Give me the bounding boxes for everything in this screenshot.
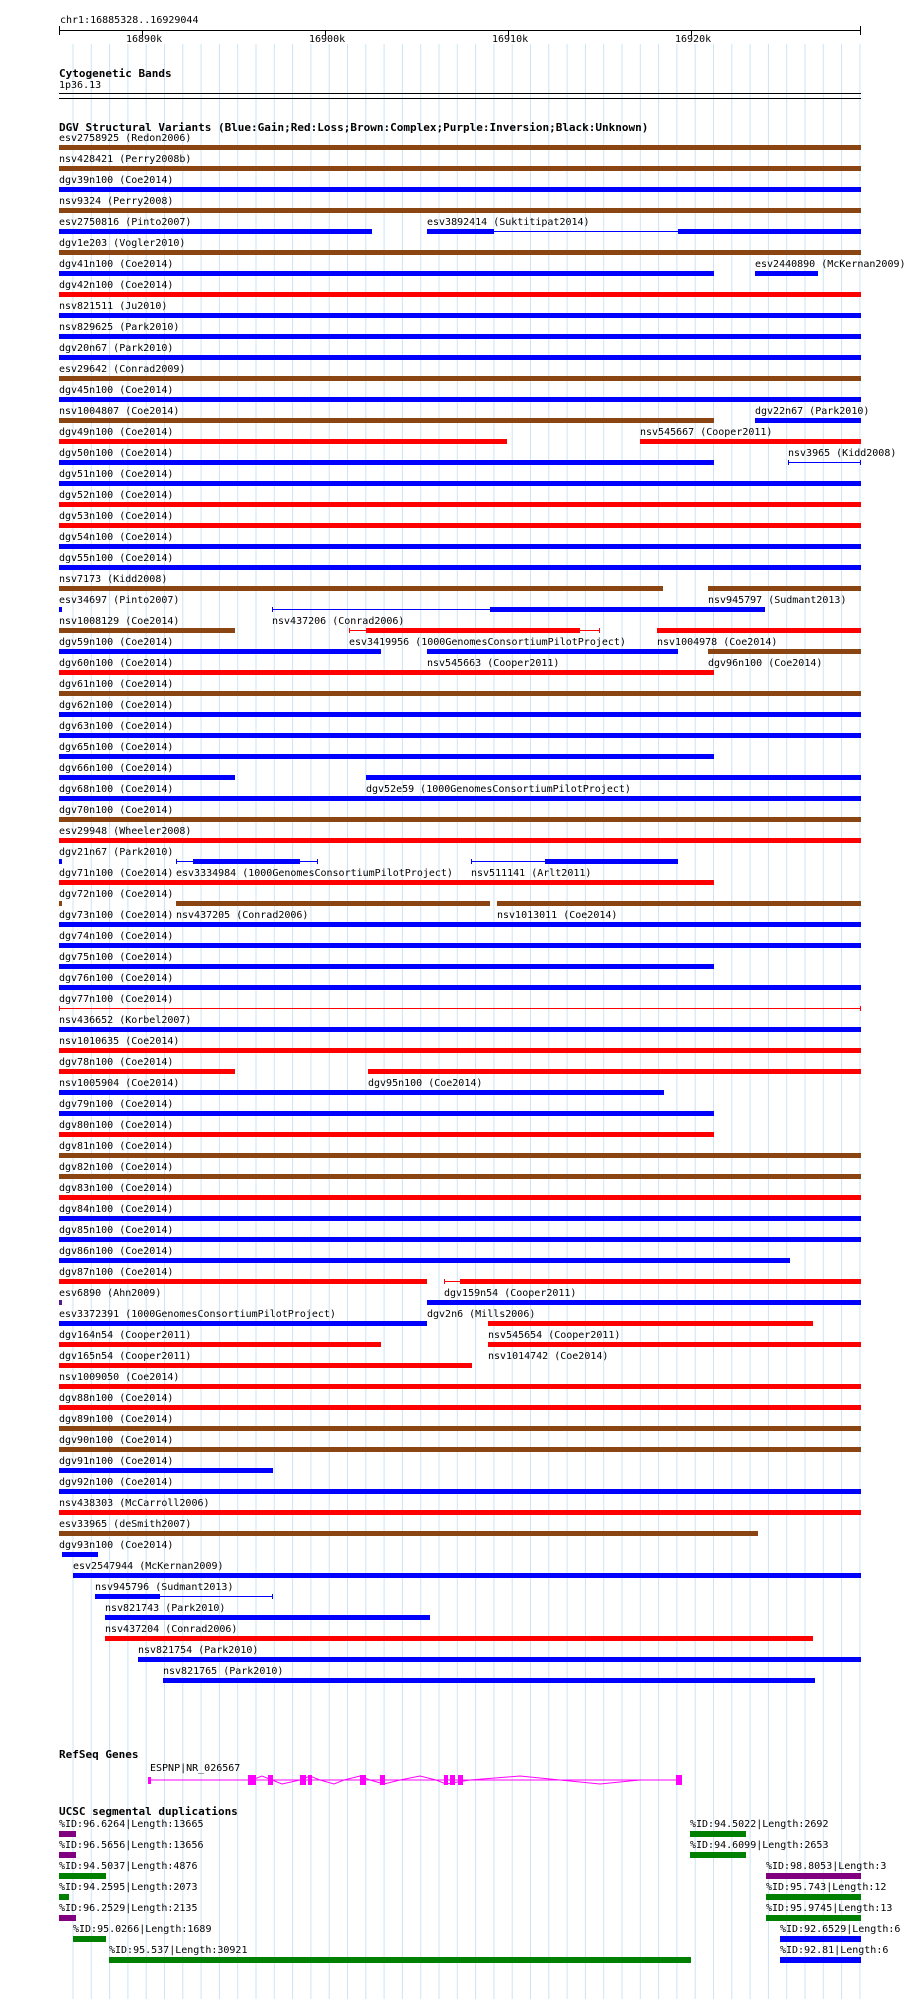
dgv-feature-bar[interactable]	[59, 859, 62, 864]
dgv-feature-label[interactable]: dgv39n100 (Coe2014)	[59, 175, 174, 186]
dgv-feature-label[interactable]: dgv54n100 (Coe2014)	[59, 532, 174, 543]
dgv-feature-end-tick	[860, 460, 861, 465]
dgv-feature-bar[interactable]	[59, 1237, 861, 1242]
segdup-label[interactable]: %ID:95.537|Length:30921	[109, 1945, 248, 1956]
dgv-feature-bar[interactable]	[366, 628, 580, 633]
dgv-feature-label[interactable]: nsv821754 (Park2010)	[138, 1645, 259, 1656]
ruler-tick-label: 16920k	[675, 34, 712, 45]
dgv-feature-label[interactable]: dgv45n100 (Coe2014)	[59, 385, 174, 396]
dgv-feature-bar[interactable]	[640, 439, 861, 444]
dgv-feature-label[interactable]: dgv75n100 (Coe2014)	[59, 952, 174, 963]
dgv-feature-bar[interactable]	[59, 544, 861, 549]
segdup-bar[interactable]	[690, 1831, 746, 1837]
dgv-feature-label[interactable]: dgv20n67 (Park2010)	[59, 343, 174, 354]
dgv-feature-bar[interactable]	[488, 1342, 861, 1347]
dgv-feature-bar[interactable]	[59, 1069, 235, 1074]
segdup-track-title[interactable]: UCSC segmental duplications	[59, 1805, 238, 1818]
dgv-feature-bar[interactable]	[708, 649, 861, 654]
dgv-feature-bar[interactable]	[59, 691, 861, 696]
ruler-tick-label: 16910k	[492, 34, 529, 45]
dgv-feature-label[interactable]: dgv85n100 (Coe2014)	[59, 1225, 174, 1236]
segdup-bar[interactable]	[766, 1915, 861, 1921]
dgv-feature-label[interactable]: dgv95n100 (Coe2014)	[368, 1078, 483, 1089]
dgv-feature-bar[interactable]	[59, 439, 507, 444]
dgv-feature-label[interactable]: nsv9324 (Perry2008)	[59, 196, 174, 207]
dgv-feature-bar[interactable]	[59, 628, 235, 633]
dgv-feature-label[interactable]: nsv428421 (Perry2008b)	[59, 154, 192, 165]
segdup-label[interactable]: %ID:95.9745|Length:13	[766, 1903, 893, 1914]
dgv-feature-label[interactable]: dgv96n100 (Coe2014)	[708, 658, 823, 669]
dgv-feature-label[interactable]: nsv437206 (Conrad2006)	[272, 616, 405, 627]
segdup-bar[interactable]	[780, 1936, 861, 1942]
ruler-tick-label: 16890k	[126, 34, 163, 45]
dgv-feature-bar[interactable]	[59, 523, 861, 528]
dgv-feature-bar[interactable]	[59, 754, 714, 759]
dgv-feature-bar[interactable]	[59, 607, 62, 612]
dgv-feature-bar[interactable]	[95, 1594, 160, 1599]
dgv-feature-label[interactable]: dgv86n100 (Coe2014)	[59, 1246, 174, 1257]
dgv-feature-label[interactable]: dgv84n100 (Coe2014)	[59, 1204, 174, 1215]
dgv-feature-label[interactable]: dgv70n100 (Coe2014)	[59, 805, 174, 816]
dgv-feature-label[interactable]: dgv52e59 (1000GenomesConsortiumPilotProject)	[366, 784, 631, 795]
dgv-feature-bar[interactable]	[59, 964, 714, 969]
dgv-feature-label[interactable]: nsv1005904 (Coe2014)	[59, 1078, 180, 1089]
dgv-feature-bar[interactable]	[490, 607, 765, 612]
dgv-feature-end-tick	[599, 628, 600, 633]
dgv-track-title[interactable]: DGV Structural Variants (Blue:Gain;Red:Loss;Brown:Complex;Purple:Inversion;Black:Unknown)	[59, 121, 649, 134]
cytoband-track-title[interactable]: Cytogenetic Bands	[59, 67, 172, 80]
dgv-feature-label[interactable]: nsv821511 (Ju2010)	[59, 301, 168, 312]
dgv-feature-label[interactable]: dgv55n100 (Coe2014)	[59, 553, 174, 564]
cytoband-line	[59, 93, 861, 94]
ruler-axis	[59, 30, 861, 31]
dgv-feature-bar[interactable]	[59, 418, 714, 423]
dgv-feature-bar[interactable]	[59, 565, 861, 570]
dgv-feature-bar[interactable]	[59, 1132, 714, 1137]
dgv-feature-bar[interactable]	[366, 775, 861, 780]
dgv-feature-bar[interactable]	[59, 1447, 861, 1452]
dgv-feature-label[interactable]: dgv78n100 (Coe2014)	[59, 1057, 174, 1068]
dgv-feature-bar[interactable]	[59, 922, 861, 927]
dgv-feature-label[interactable]: nsv1013011 (Coe2014)	[497, 910, 618, 921]
segdup-label[interactable]: %ID:95.743|Length:12	[766, 1882, 887, 1893]
dgv-feature-bar[interactable]	[59, 1048, 861, 1053]
segdup-label[interactable]: %ID:96.6264|Length:13665	[59, 1819, 204, 1830]
dgv-feature-label[interactable]: esv2750816 (Pinto2007)	[59, 217, 192, 228]
dgv-feature-bar[interactable]	[59, 796, 861, 801]
dgv-feature-label[interactable]: nsv1004807 (Coe2014)	[59, 406, 180, 417]
dgv-feature-bar[interactable]	[59, 460, 714, 465]
dgv-feature-label[interactable]: nsv545663 (Cooper2011)	[427, 658, 560, 669]
dgv-feature-bar[interactable]	[59, 1489, 861, 1494]
dgv-feature-end-tick	[176, 859, 177, 864]
dgv-feature-label[interactable]: dgv71n100 (Coe2014)	[59, 868, 174, 879]
segdup-bar[interactable]	[109, 1957, 691, 1963]
dgv-feature-bar[interactable]	[708, 586, 861, 591]
dgv-feature-label[interactable]: esv2440890 (McKernan2009)	[755, 259, 906, 270]
dgv-feature-label[interactable]: dgv76n100 (Coe2014)	[59, 973, 174, 984]
dgv-feature-label[interactable]: nsv438303 (McCarroll2006)	[59, 1498, 210, 1509]
segdup-bar[interactable]	[59, 1873, 106, 1879]
dgv-feature-label[interactable]: dgv49n100 (Coe2014)	[59, 427, 174, 438]
dgv-feature-label[interactable]: dgv60n100 (Coe2014)	[59, 658, 174, 669]
segdup-label[interactable]: %ID:94.5037|Length:4876	[59, 1861, 198, 1872]
dgv-feature-end-tick	[444, 1279, 445, 1284]
dgv-feature-label[interactable]: dgv89n100 (Coe2014)	[59, 1414, 174, 1425]
ruler-right-end	[860, 26, 861, 35]
dgv-feature-label[interactable]: nsv1009050 (Coe2014)	[59, 1372, 180, 1383]
dgv-feature-label[interactable]: dgv73n100 (Coe2014)	[59, 910, 174, 921]
dgv-feature-label[interactable]: esv3892414 (Suktitipat2014)	[427, 217, 590, 228]
dgv-feature-bar[interactable]	[427, 1300, 861, 1305]
segdup-bar[interactable]	[73, 1936, 106, 1942]
dgv-feature-bar[interactable]	[755, 271, 818, 276]
segdup-label[interactable]: %ID:96.2529|Length:2135	[59, 1903, 198, 1914]
dgv-feature-bar[interactable]	[59, 397, 861, 402]
dgv-feature-bar[interactable]	[59, 376, 861, 381]
dgv-feature-bar[interactable]	[59, 1090, 664, 1095]
dgv-feature-label[interactable]: esv6890 (Ahn2009)	[59, 1288, 162, 1299]
dgv-feature-bar[interactable]	[73, 1573, 861, 1578]
cytoband-label[interactable]: 1p36.13	[59, 80, 102, 91]
refseq-track-title[interactable]: RefSeq Genes	[59, 1748, 139, 1761]
dgv-feature-bar[interactable]	[59, 208, 861, 213]
dgv-feature-end-tick	[272, 607, 273, 612]
dgv-feature-bar[interactable]	[657, 628, 861, 633]
dgv-feature-bar[interactable]	[59, 1174, 861, 1179]
segdup-bar[interactable]	[59, 1915, 76, 1921]
dgv-feature-bar[interactable]	[59, 1027, 861, 1032]
dgv-feature-end-tick	[317, 859, 318, 864]
dgv-feature-bar[interactable]	[59, 880, 714, 885]
dgv-feature-label[interactable]: dgv61n100 (Coe2014)	[59, 679, 174, 690]
dgv-feature-label[interactable]: esv3372391 (1000GenomesConsortiumPilotProject)	[59, 1309, 336, 1320]
dgv-feature-label[interactable]: nsv821743 (Park2010)	[105, 1603, 226, 1614]
dgv-feature-label[interactable]: dgv90n100 (Coe2014)	[59, 1435, 174, 1446]
dgv-feature-label[interactable]: dgv53n100 (Coe2014)	[59, 511, 174, 522]
dgv-feature-bar[interactable]	[755, 418, 861, 423]
dgv-feature-bar[interactable]	[59, 733, 861, 738]
dgv-feature-bar[interactable]	[59, 292, 861, 297]
dgv-feature-label[interactable]: dgv2n6 (Mills2006)	[427, 1309, 536, 1320]
dgv-feature-bar[interactable]	[193, 859, 300, 864]
dgv-feature-bar[interactable]	[105, 1615, 430, 1620]
dgv-feature-label[interactable]: dgv88n100 (Coe2014)	[59, 1393, 174, 1404]
dgv-feature-bar[interactable]	[59, 649, 381, 654]
dgv-feature-bar[interactable]	[59, 355, 861, 360]
dgv-feature-bar[interactable]	[105, 1636, 813, 1641]
dgv-feature-end-tick	[788, 460, 789, 465]
dgv-feature-bar[interactable]	[59, 1342, 381, 1347]
dgv-feature-bar[interactable]	[59, 1258, 790, 1263]
dgv-feature-label[interactable]: dgv41n100 (Coe2014)	[59, 259, 174, 270]
dgv-feature-label[interactable]: dgv22n67 (Park2010)	[755, 406, 870, 417]
dgv-feature-label[interactable]: dgv93n100 (Coe2014)	[59, 1540, 174, 1551]
dgv-feature-label[interactable]: dgv51n100 (Coe2014)	[59, 469, 174, 480]
dgv-feature-bar[interactable]	[59, 481, 861, 486]
dgv-feature-label[interactable]: dgv74n100 (Coe2014)	[59, 931, 174, 942]
dgv-feature-bar[interactable]	[59, 775, 235, 780]
dgv-feature-bar[interactable]	[59, 901, 62, 906]
dgv-feature-bar[interactable]	[678, 229, 861, 234]
dgv-feature-bar[interactable]	[176, 901, 490, 906]
dgv-feature-label[interactable]: dgv66n100 (Coe2014)	[59, 763, 174, 774]
dgv-feature-label[interactable]: dgv1e203 (Vogler2010)	[59, 238, 186, 249]
dgv-feature-label[interactable]: nsv1010635 (Coe2014)	[59, 1036, 180, 1047]
dgv-feature-label[interactable]: dgv82n100 (Coe2014)	[59, 1162, 174, 1173]
dgv-feature-label[interactable]: nsv821765 (Park2010)	[163, 1666, 284, 1677]
dgv-feature-label[interactable]: esv2547944 (McKernan2009)	[73, 1561, 224, 1572]
dgv-feature-bar[interactable]	[59, 1195, 861, 1200]
dgv-feature-label[interactable]: dgv72n100 (Coe2014)	[59, 889, 174, 900]
gene-label[interactable]: ESPNP|NR_026567	[150, 1763, 241, 1774]
dgv-feature-bar[interactable]	[59, 334, 861, 339]
dgv-feature-label[interactable]: dgv80n100 (Coe2014)	[59, 1120, 174, 1131]
dgv-feature-bar[interactable]	[497, 901, 861, 906]
dgv-feature-bar[interactable]	[59, 943, 861, 948]
dgv-feature-bar[interactable]	[59, 250, 861, 255]
dgv-feature-label[interactable]: dgv92n100 (Coe2014)	[59, 1477, 174, 1488]
dgv-feature-bar[interactable]	[138, 1657, 861, 1662]
segdup-bar[interactable]	[59, 1852, 76, 1858]
dgv-feature-label[interactable]: nsv437204 (Conrad2006)	[105, 1624, 238, 1635]
ruler-tick-label: 16900k	[309, 34, 346, 45]
dgv-feature-bar[interactable]	[59, 1405, 861, 1410]
dgv-feature-label[interactable]: nsv945797 (Sudmant2013)	[708, 595, 847, 606]
dgv-feature-label[interactable]: dgv87n100 (Coe2014)	[59, 1267, 174, 1278]
dgv-feature-label[interactable]: nsv545654 (Cooper2011)	[488, 1330, 621, 1341]
segdup-bar[interactable]	[59, 1894, 69, 1900]
dgv-feature-bar[interactable]	[59, 271, 714, 276]
dgv-feature-label[interactable]: nsv829625 (Park2010)	[59, 322, 180, 333]
segdup-label[interactable]: %ID:94.6099|Length:2653	[690, 1840, 829, 1851]
dgv-feature-label[interactable]: esv29948 (Wheeler2008)	[59, 826, 192, 837]
dgv-feature-label[interactable]: dgv52n100 (Coe2014)	[59, 490, 174, 501]
dgv-feature-bar[interactable]	[59, 1300, 62, 1305]
dgv-feature-label[interactable]: nsv545667 (Cooper2011)	[640, 427, 773, 438]
dgv-feature-label[interactable]: esv3419956 (1000GenomesConsortiumPilotProject)	[349, 637, 626, 648]
dgv-feature-bar[interactable]	[59, 1153, 861, 1158]
segdup-label[interactable]: %ID:98.8053|Length:3	[766, 1861, 887, 1872]
segdup-bar[interactable]	[766, 1873, 861, 1879]
dgv-feature-bar[interactable]	[59, 1279, 427, 1284]
segdup-bar[interactable]	[59, 1831, 76, 1837]
dgv-feature-label[interactable]: dgv83n100 (Coe2014)	[59, 1183, 174, 1194]
dgv-feature-bar[interactable]	[59, 1321, 427, 1326]
segdup-label[interactable]: %ID:94.5022|Length:2692	[690, 1819, 829, 1830]
dgv-feature-label[interactable]: nsv1014742 (Coe2014)	[488, 1351, 609, 1362]
dgv-feature-label[interactable]: esv33965 (deSmith2007)	[59, 1519, 192, 1530]
dgv-feature-bar[interactable]	[59, 1363, 472, 1368]
dgv-feature-label[interactable]: dgv63n100 (Coe2014)	[59, 721, 174, 732]
dgv-feature-bar[interactable]	[59, 817, 861, 822]
segdup-label[interactable]: %ID:94.2595|Length:2073	[59, 1882, 198, 1893]
dgv-feature-label[interactable]: nsv3965 (Kidd2008)	[788, 448, 897, 459]
segdup-bar[interactable]	[690, 1852, 746, 1858]
segdup-bar[interactable]	[780, 1957, 861, 1963]
dgv-feature-bar[interactable]	[488, 1321, 813, 1326]
dgv-feature-bar[interactable]	[59, 229, 372, 234]
dgv-feature-bar[interactable]	[163, 1678, 815, 1683]
dgv-feature-label[interactable]: dgv165n54 (Cooper2011)	[59, 1351, 192, 1362]
dgv-feature-bar[interactable]	[59, 145, 861, 150]
dgv-feature-label[interactable]: dgv164n54 (Cooper2011)	[59, 1330, 192, 1341]
dgv-feature-label[interactable]: dgv77n100 (Coe2014)	[59, 994, 174, 1005]
dgv-feature-bar[interactable]	[59, 838, 861, 843]
dgv-feature-intron[interactable]	[788, 462, 861, 463]
dgv-feature-bar[interactable]	[59, 187, 861, 192]
dgv-feature-bar[interactable]	[59, 1468, 273, 1473]
segdup-label[interactable]: %ID:92.6529|Length:6	[780, 1924, 901, 1935]
dgv-feature-bar[interactable]	[59, 1216, 861, 1221]
dgv-feature-label[interactable]: esv29642 (Conrad2009)	[59, 364, 186, 375]
dgv-feature-bar[interactable]	[59, 313, 861, 318]
dgv-feature-label[interactable]: nsv945796 (Sudmant2013)	[95, 1582, 234, 1593]
dgv-feature-end-tick	[471, 859, 472, 864]
dgv-feature-label[interactable]: nsv436652 (Korbel2007)	[59, 1015, 192, 1026]
dgv-feature-bar[interactable]	[59, 1111, 714, 1116]
ruler-position: chr1:16885328..16929044	[60, 15, 199, 26]
dgv-feature-label[interactable]: dgv68n100 (Coe2014)	[59, 784, 174, 795]
segdup-bar[interactable]	[766, 1894, 861, 1900]
dgv-feature-bar[interactable]	[59, 1426, 861, 1431]
dgv-feature-label[interactable]: dgv79n100 (Coe2014)	[59, 1099, 174, 1110]
dgv-feature-label[interactable]: dgv91n100 (Coe2014)	[59, 1456, 174, 1467]
dgv-feature-label[interactable]: nsv511141 (Arlt2011)	[471, 868, 592, 879]
dgv-feature-label[interactable]: dgv59n100 (Coe2014)	[59, 637, 174, 648]
dgv-feature-intron[interactable]	[59, 1008, 861, 1009]
dgv-feature-bar[interactable]	[62, 1552, 98, 1557]
segdup-label[interactable]: %ID:95.0266|Length:1689	[73, 1924, 212, 1935]
cytoband-line	[59, 98, 861, 99]
dgv-feature-bar[interactable]	[59, 1384, 861, 1389]
dgv-feature-label[interactable]: dgv21n67 (Park2010)	[59, 847, 174, 858]
dgv-feature-label[interactable]: dgv65n100 (Coe2014)	[59, 742, 174, 753]
dgv-feature-label[interactable]: nsv1008129 (Coe2014)	[59, 616, 180, 627]
dgv-feature-bar[interactable]	[59, 1531, 758, 1536]
dgv-feature-end-tick	[272, 1594, 273, 1599]
segdup-label[interactable]: %ID:92.81|Length:6	[780, 1945, 889, 1956]
dgv-feature-end-tick	[349, 628, 350, 633]
dgv-feature-label[interactable]: dgv81n100 (Coe2014)	[59, 1141, 174, 1152]
dgv-feature-bar[interactable]	[460, 1279, 861, 1284]
dgv-feature-label[interactable]: dgv42n100 (Coe2014)	[59, 280, 174, 291]
dgv-feature-label[interactable]: esv2758925 (Redon2006)	[59, 133, 192, 144]
dgv-feature-end-tick	[59, 1006, 60, 1011]
dgv-feature-label[interactable]: nsv437205 (Conrad2006)	[176, 910, 309, 921]
dgv-feature-end-tick	[860, 1006, 861, 1011]
dgv-feature-bar[interactable]	[59, 670, 714, 675]
dgv-feature-bar[interactable]	[427, 649, 678, 654]
dgv-feature-label[interactable]: dgv62n100 (Coe2014)	[59, 700, 174, 711]
dgv-feature-label[interactable]: dgv50n100 (Coe2014)	[59, 448, 174, 459]
dgv-feature-label[interactable]: nsv1004978 (Coe2014)	[657, 637, 778, 648]
dgv-feature-bar[interactable]	[59, 1510, 861, 1515]
dgv-feature-bar[interactable]	[59, 586, 663, 591]
gene-model[interactable]	[0, 1770, 890, 1790]
dgv-feature-bar[interactable]	[59, 502, 861, 507]
dgv-feature-label[interactable]: esv34697 (Pinto2007)	[59, 595, 180, 606]
dgv-feature-bar[interactable]	[59, 985, 861, 990]
dgv-feature-bar[interactable]	[427, 229, 494, 234]
segdup-label[interactable]: %ID:96.5656|Length:13656	[59, 1840, 204, 1851]
dgv-feature-bar[interactable]	[368, 1069, 861, 1074]
dgv-feature-bar[interactable]	[545, 859, 678, 864]
dgv-feature-label[interactable]: dgv159n54 (Cooper2011)	[444, 1288, 577, 1299]
dgv-feature-label[interactable]: nsv7173 (Kidd2008)	[59, 574, 168, 585]
dgv-feature-bar[interactable]	[59, 166, 861, 171]
dgv-feature-label[interactable]: esv3334984 (1000GenomesConsortiumPilotProject)	[176, 868, 453, 879]
dgv-feature-bar[interactable]	[59, 712, 861, 717]
ruler-left-end	[59, 26, 60, 35]
